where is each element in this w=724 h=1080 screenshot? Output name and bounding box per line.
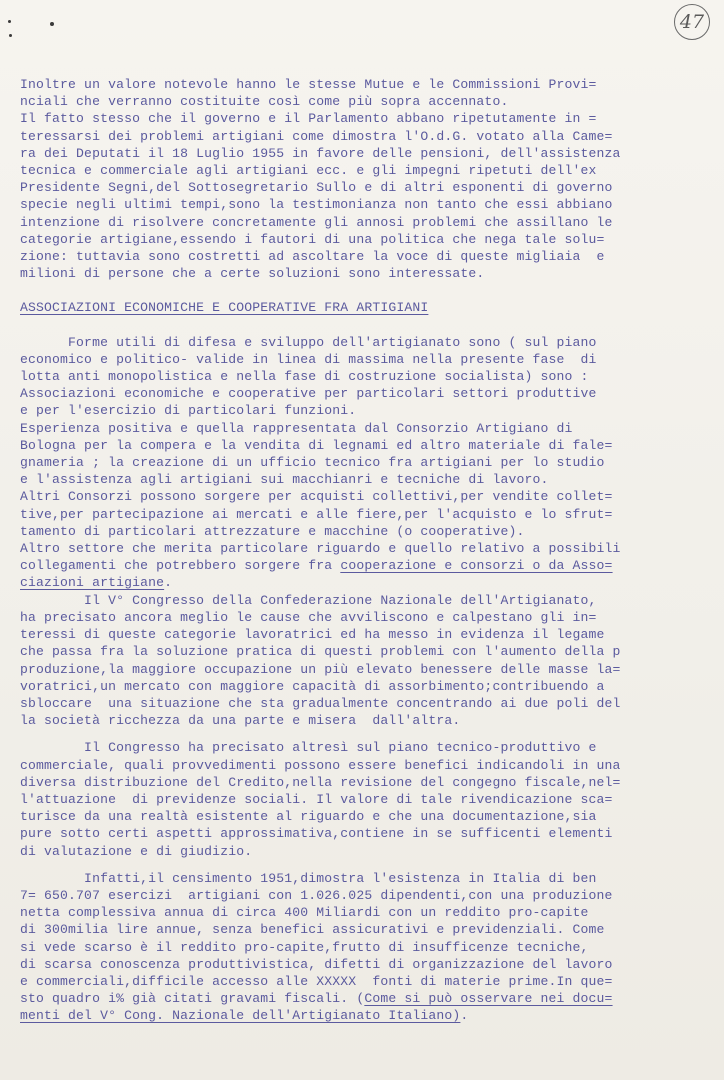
text-line: Il V° Congresso della Confederazione Nazionale dell'Artigianato, [20, 592, 597, 608]
text-line: Il Congresso ha precisato altresì sul piano tecnico-produttivo e [20, 740, 597, 756]
underlined-text: menti del V° Cong. Nazionale dell'Artigianato Italiano) [20, 1008, 461, 1024]
text-fragment: sto quadro i% già citati gravami fiscali. ( [20, 991, 365, 1007]
text-line: la società ricchezza da una parte e misera dall'altra. [20, 713, 461, 729]
text-line: Altro settore che merita particolare riguardo e quello relativo a possibili [20, 541, 621, 557]
text-line: di scarsa conoscenza produttivistica, difetti di organizzazione del lavoro [20, 956, 613, 972]
text-line: Inoltre un valore notevole hanno le stesse Mutue e le Commissioni Provi= [20, 77, 597, 92]
ink-mark [8, 20, 11, 23]
text-line: nciali che verranno costituite così come più sopra accennato. [20, 94, 509, 110]
text-line: Esperienza positiva e quella rappresentata dal Consorzio Artigiano di [20, 420, 573, 436]
text-line: tive,per partecipazione ai mercati e alle fiere,per l'acquisto e lo sfrut= [20, 506, 613, 522]
underlined-text: ciazioni artigiane [20, 575, 165, 591]
text-line: lotta anti monopolistica e nella fase di costruzione socialista) sono : [20, 369, 589, 385]
paragraph-mutue [20, 76, 692, 282]
text-line: netta complessiva annua di circa 400 Miliardi con un reddito pro-capite [20, 905, 589, 921]
page-number: 47 [674, 4, 710, 40]
text-fragment: collegamenti che potrebbero sorgere fra [20, 558, 341, 574]
text-line: teressi di queste categorie lavoratrici ed ha messo in evidenza il legame [20, 627, 605, 643]
text-line: economico e politico- valide in linea di massima nella presente fase di [20, 351, 597, 367]
text-line: intenzione di risolvere concretamente gli annosi problemi che assillano le [20, 214, 613, 230]
text-line: di valutazione e di giudizio. [20, 843, 253, 859]
text-line: voratrici,un mercato con maggiore capacità di assorbimento;contribuendo a [20, 678, 605, 694]
paragraph-tecnico [20, 739, 692, 859]
text-line: specie negli ultimi tempi,sono la testimonianza non tanto che essi abbiano [20, 197, 613, 213]
text-fragment: . [164, 575, 173, 591]
text-line: produzione,la maggiore occupazione un più elevato benessere delle masse la= [20, 661, 621, 677]
text-line [20, 557, 692, 574]
text-line: ha precisato ancora meglio le cause che avviliscono e calpestano gli in= [20, 609, 597, 625]
text-line: diversa distribuzione del Credito,nella revisione del congegno fiscale,nel= [20, 774, 621, 790]
text-line: pure sotto certi aspetti approssimativa,contiene in se sufficenti elementi [20, 826, 613, 842]
text-line: turisce da una realtà esistente al riguardo e che una documentazione,sia [20, 809, 597, 825]
text-line: Il fatto stesso che il governo e il Parlamento abbano ripetutamente in = [20, 111, 597, 127]
paragraph-censimento [20, 870, 692, 1025]
text-line: Presidente Segni,del Sottosegretario Sullo e di altri esponenti di governo [20, 180, 613, 196]
text-line [20, 574, 692, 591]
text-line: teressarsi dei problemi artigiani come dimostra l'O.d.G. votato alla Came= [20, 128, 613, 144]
text-line: e l'assistenza agli artigiani sui macchianri e tecniche di lavoro. [20, 472, 549, 488]
text-line: Bologna per la compera e la vendita di legnami ed altro materiale di fale= [20, 437, 613, 453]
text-line: Forme utili di difesa e sviluppo dell'artigianato sono ( sul piano [20, 334, 597, 350]
text-line: che passa fra la soluzione pratica di questi problemi con l'aumento della p [20, 644, 621, 660]
text-line: categorie artigiane,essendo i fautori di una politica che nega tale solu= [20, 231, 605, 247]
text-line: milioni di persone che a certe soluzioni sono interessate. [20, 266, 485, 282]
text-line: e commerciali,difficile accesso alle XXXXX fonti di materie prime.In que= [20, 973, 613, 989]
typewritten-body [20, 76, 692, 1025]
text-line: tamento di particolari attrezzature e macchine (o cooperative). [20, 523, 525, 539]
text-line: tecnica e commerciale agli artigiani ecc. e gli impegni ripetuti dell'ex [20, 163, 597, 179]
text-line: l'attuazione di previdenze sociali. Il valore di tale rivendicazione sca= [20, 791, 613, 807]
ink-mark [50, 22, 54, 26]
underlined-text: Come si può osservare nei docu= [364, 991, 613, 1007]
text-fragment: . [460, 1008, 469, 1024]
text-line: Associazioni economiche e cooperative per particolari settori produttive [20, 386, 597, 402]
text-line: e per l'esercizio di particolari funzioni. [20, 403, 357, 419]
text-line: 7= 650.707 esercizi artigiani con 1.026.025 dipendenti,con una produzione [20, 887, 613, 903]
text-line: zione: tuttavia sono costretti ad ascoltare la voce di queste migliaia e [20, 249, 605, 265]
paragraph-associazioni [20, 334, 692, 592]
text-line: Altri Consorzi possono sorgere per acquisti collettivi,per vendite collet= [20, 489, 613, 505]
text-line: si vede scarso è il reddito pro-capite,frutto di insufficenze tecniche, [20, 939, 589, 955]
paragraph-congresso [20, 592, 692, 730]
text-line: ra dei Deputati il 18 Luglio 1955 in favore delle pensioni, dell'assistenza [20, 145, 621, 161]
text-line: Infatti,il censimento 1951,dimostra l'esistenza in Italia di ben [20, 870, 597, 886]
underlined-text: cooperazione e consorzi o da Asso= [340, 558, 613, 574]
text-line: sbloccare una situazione che sta gradualmente concentrando ai due poli del [20, 695, 621, 711]
text-line: gnameria ; la creazione di un ufficio tecnico fra artigiani per lo studio [20, 455, 605, 471]
text-line: commerciale, quali provvedimenti possono essere benefici indicandoli in una [20, 757, 621, 773]
section-heading: ASSOCIAZIONI ECONOMICHE E COOPERATIVE FRA ARTIGIANI [20, 300, 429, 316]
ink-mark [9, 34, 12, 37]
text-line: di 300milia lire annue, senza benefici assicurativi e previdenziali. Come [20, 922, 605, 938]
text-line [20, 1007, 692, 1024]
text-line [20, 990, 692, 1007]
